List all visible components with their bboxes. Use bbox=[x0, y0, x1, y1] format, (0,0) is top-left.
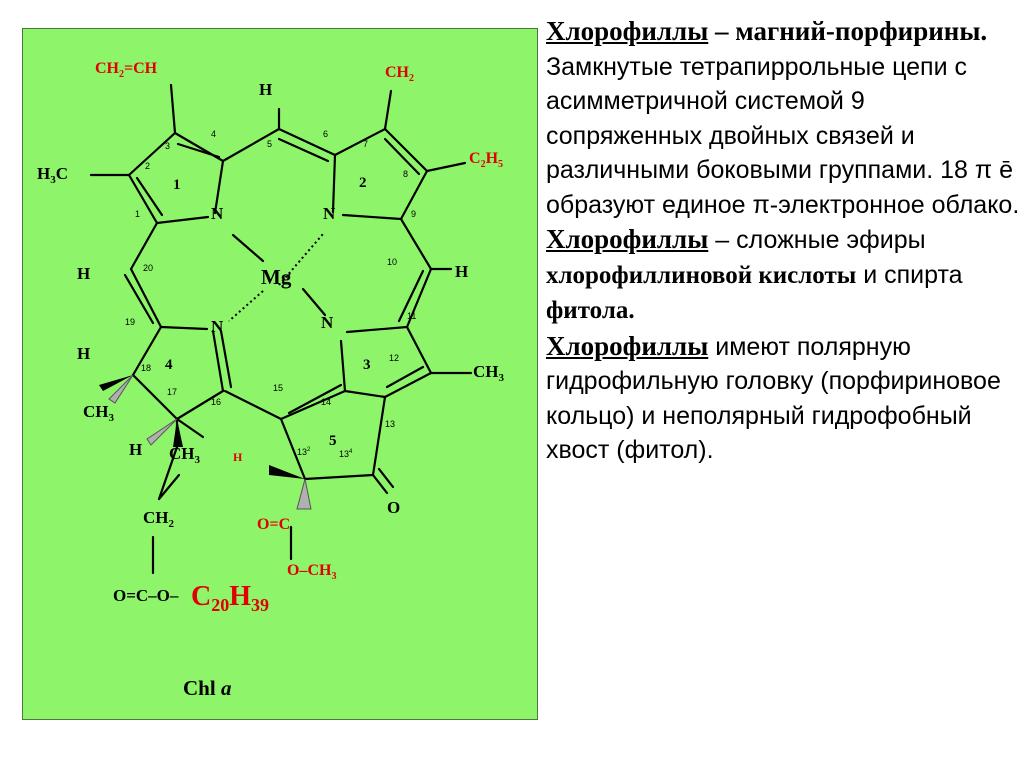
locant-3: 3 bbox=[165, 141, 171, 151]
methyl-top: $CH_2$ bbox=[385, 64, 414, 84]
compound-label: Chl a bbox=[183, 676, 232, 700]
locant-4: 4 bbox=[211, 129, 217, 139]
bonds bbox=[91, 85, 471, 573]
hydrogen-18: H bbox=[77, 344, 91, 363]
wedge-bond bbox=[297, 479, 311, 509]
heading-rest-1: – магний-порфирины. bbox=[708, 16, 988, 46]
heading-chlorophylls-3: Хлорофиллы bbox=[546, 330, 709, 361]
ring-number-3: 3 bbox=[363, 357, 371, 373]
para2-part1: – сложные эфиры bbox=[708, 226, 926, 254]
locant-6: 6 bbox=[323, 129, 329, 139]
locant-18: 18 bbox=[141, 363, 152, 373]
ring-number-2: 2 bbox=[359, 175, 367, 191]
vinyl-group: $CH_2=CH$ bbox=[95, 60, 158, 80]
methyl-17: $CH_3$ bbox=[169, 444, 200, 466]
locant-13-2: $13^2$ bbox=[297, 447, 311, 457]
keto-oxygen: O bbox=[387, 498, 401, 517]
nitrogen-ring4: N bbox=[211, 317, 224, 336]
para2-bold-acid: хлорофиллиновой кислоты bbox=[546, 261, 857, 289]
locant-13: 13 bbox=[385, 419, 396, 429]
locant-1: 1 bbox=[135, 209, 141, 219]
locant-14: 14 bbox=[321, 397, 332, 407]
locant-5: 5 bbox=[267, 139, 273, 149]
ring-number-5: 5 bbox=[329, 433, 337, 449]
locant-7: 7 bbox=[363, 139, 369, 149]
ester-carbonyl: O=C bbox=[257, 516, 291, 533]
locant-2: 2 bbox=[145, 161, 151, 171]
heading-chlorophylls-1: Хлорофиллы bbox=[546, 16, 709, 46]
locant-9: 9 bbox=[411, 209, 417, 219]
phytol-group: $C_{20}H_{39}$ bbox=[191, 581, 270, 615]
locant-8: 8 bbox=[403, 169, 409, 179]
chlorophyll-structure-panel bbox=[22, 28, 538, 720]
ester-phytol-link: O=C–O– bbox=[113, 586, 179, 605]
nitrogen-ring1: N bbox=[211, 204, 224, 223]
para3-text: имеют полярную гидрофильную головку (порфириновое кольцо) и неполярный гидрофобный хвост (фитол). bbox=[546, 332, 1001, 464]
locant-17: 17 bbox=[167, 387, 178, 397]
wedge-bond bbox=[147, 419, 177, 445]
description-text bbox=[546, 14, 1024, 468]
para2-part2: и спирта bbox=[856, 260, 963, 289]
methyl-left: $H_3C$ bbox=[37, 164, 69, 186]
hydrogen-5: H bbox=[259, 80, 273, 99]
hydrogen-10: H bbox=[455, 262, 469, 281]
paragraph-1: Замкнутые тетрапиррольные цепи с асимметричной системой 9 сопряженных двойных связей и различными боковыми группами. 18 π ē образуют единое π-электронное облако. bbox=[546, 52, 1020, 219]
locant-12: 12 bbox=[389, 353, 400, 363]
magnesium-atom: Mg bbox=[261, 265, 292, 289]
nitrogen-ring3: N bbox=[321, 313, 334, 332]
methyl-right: $CH_3$ bbox=[473, 362, 504, 384]
paragraph-2 bbox=[546, 222, 1024, 329]
para2-bold-phytol: фитола. bbox=[546, 297, 635, 324]
hydrogen-red: H bbox=[233, 450, 243, 464]
ester-methoxy: $O-CH_3$ bbox=[287, 562, 337, 582]
locant-13-4: $13^4$ bbox=[339, 449, 353, 459]
atom-labels bbox=[37, 80, 505, 700]
hydrogen-17: H bbox=[129, 440, 143, 459]
ring-number-1: 1 bbox=[173, 177, 181, 193]
hydrogen-20: H bbox=[77, 264, 91, 283]
heading-paragraph-1 bbox=[546, 14, 1024, 50]
ring-number-4: 4 bbox=[165, 357, 173, 373]
methyl-18: $CH_3$ bbox=[83, 402, 114, 424]
paragraph-3 bbox=[546, 329, 1024, 468]
ch2-chain: $CH_2$ bbox=[143, 508, 174, 530]
heading-chlorophylls-2: Хлорофиллы bbox=[546, 224, 709, 254]
locant-15: 15 bbox=[273, 383, 284, 393]
locant-11: 11 bbox=[407, 311, 417, 321]
locant-20: 20 bbox=[143, 263, 154, 273]
locant-16: 16 bbox=[211, 397, 222, 407]
locant-19: 19 bbox=[125, 317, 136, 327]
locant-10: 10 bbox=[387, 257, 398, 267]
nitrogen-ring2: N bbox=[323, 204, 336, 223]
red-labels bbox=[95, 60, 503, 615]
ethyl-group: $C_2H_5$ bbox=[469, 150, 504, 170]
chlorophyll-structure-svg bbox=[23, 29, 539, 721]
